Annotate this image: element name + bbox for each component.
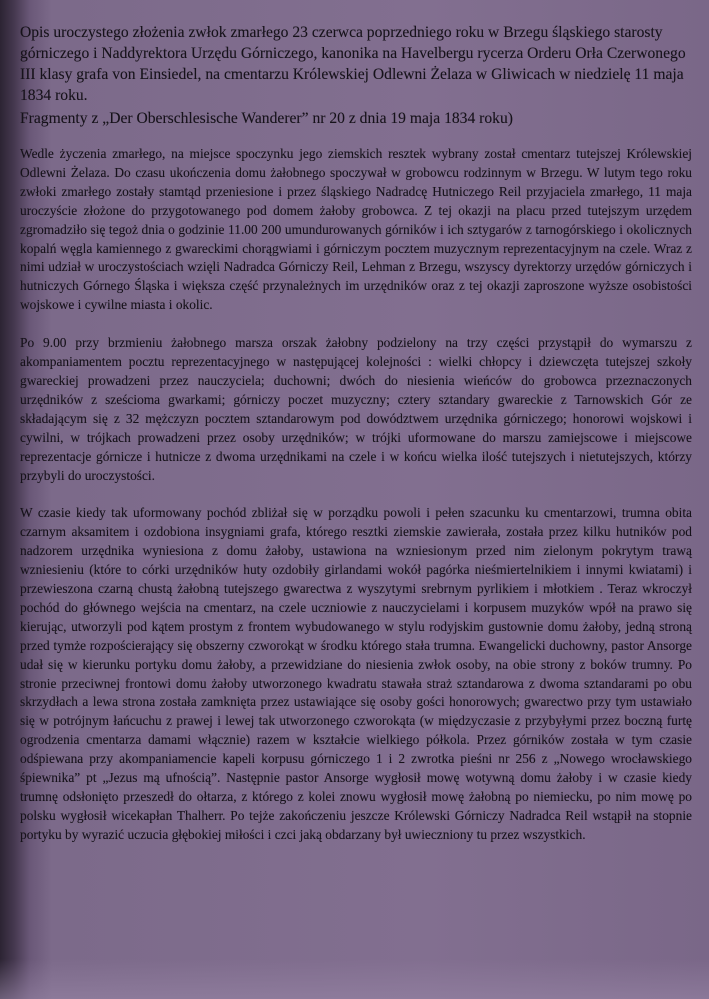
paragraph-3: W czasie kiedy tak uformowany pochód zbliżał się w porządku powoli i pełen szacunku ku cmentarzowi, trumna obita czarnym aksamitem i ozdobiona insygniami grafa, którego resztki ziemskie zawierała, została przez kilku hutników pod nadzorem urzędnika wyniesiona z domu żałoby, ustawiona na wzniesionym przed nim zielonym pokrytym trawą wzniesieniu (które to córki urzędników huty ozdobiły girlandami wokół pagórka nieśmiertelnikiem i innymi kwiatami) i przewieszona czarną chustą żałobną tutejszego gwarectwa z wyszytymi srebrnym pyrlikiem i młotkiem . Teraz wkroczył pochód do głównego wejścia na cmentarz, na czele uczniowie z nauczycielami i korpusem muzyków wpół na prawo się kierując, utworzyli pod kątem prostym z frontem wybudowanego w stylu rodyjskim gustownie domu żałoby, jedną stroną przed tymże rozpościerający się obszerny czworokąt w środku którego stała trumna. Ewangelicki duchowny, pastor Ansorge udał się w kierunku portyku domu żałoby, a przewidziane do niesienia zwłok osoby, na obie strony z boków trumny. Po stronie przeciwnej frontowi domu żałoby utworzonego kwadratu stawała straż sztandarowa z dwoma sztandarami po obu skrzydłach a lewa strona została zamknięta przez ustawiające się osoby gości honorowych; gwarectwo przy tym ustawiało się w potrójnym łańcuchu z prawej i lewej tak utworzonego czworokąta (w międzyczasie z przybyłymi przez boczną furtę ogrodzenia cmentarza damami włącznie) razem w kształcie wielkiego półkola. Przez górników została w tym czasie odśpiewana przy akompaniamencie kapeli korpusu górniczego 1 i 2 zwrotka pieśni nr 256 z „Nowego wrocławskiego śpiewnika” pt „Jezus mą ufnością”. Następnie pastor Ansorge wygłosił mowę wotywną domu żałoby i w czasie kiedy trumnę odsłonięto przeszedł do ołtarza, z którego z kolei znowu wygłosił mowę żałobną po niemiecku, po nim mowę po polsku wygłosił wicekapłan Thalherr. Po tejże zakończeniu jeszcze Królewski Górniczy Nadradca Reil wstąpił na stopnie portyku by wyrazić uczucia głębokiej miłości i czci jaką obdarzany był uwieczniony tu przez wszystkich. — [20, 505, 692, 842]
document-title: Opis uroczystego złożenia zwłok zmarłego 23 czerwca poprzedniego roku w Brzegu śląskiego starosty górniczego i Naddyrektora Urzędu Górniczego, kanonika na Havelbergu rycerza Orderu Orła Czerwonego III klasy grafa von Einsiedel, na cmentarzu Królewskiej Odlewni Żelaza w Gliwicach w niedzielę 11 maja 1834 roku. — [20, 24, 686, 104]
document-subtitle: Fragmenty z „Der Oberschlesische Wanderer” nr 20 z dnia 19 maja 1834 roku) — [20, 110, 513, 127]
page-content — [20, 22, 692, 864]
paragraph-2: Po 9.00 przy brzmieniu żałobnego marsza orszak żałobny podzielony na trzy części przystąpił do wymarszu z akompaniamentem pocztu reprezentacyjnego w następującej kolejności : wielki chłopcy i dziewczęta tutejszej szkoły gwareckiej prowadzeni przez nauczyciela; duchowni; dwóch do niesienia wieńców do grobowca przeznaczonych urzędników z sześcioma gwarkami; górniczy poczet muzyczny; cztery sztandary gwareckie z Tarnowskich Gór ze składającym się z 32 mężczyzn pocztem sztandarowym pod dowództwem urzędnika górniczego; honorowi wojskowi i cywilni, w trójkach prowadzeni przez osoby urzędników; w trójki uformowane do marszu zamiejscowe i miejscowe reprezentacje górnicze i hutnicze z dwoma urzędnikami na czele i w końcu wielka ilość tutejszych i nietutejszych, którzy przybyli do uroczystości. — [20, 335, 692, 483]
paragraph-1: Wedle życzenia zmarłego, na miejsce spoczynku jego ziemskich resztek wybrany został cmentarz tutejszej Królewskiej Odlewni Żelaza. Do czasu ukończenia domu żałobnego spoczywał w grobowcu rodzinnym w Brzegu. W lutym tego roku zwłoki zmarłego zostały stamtąd przeniesione i przez śląskiego Nadradcę Hutniczego Reil przyjaciela zmarłego, 11 maja uroczyście złożone do przygotowanego pod domem żałoby grobowca. Z tej okazji na placu przed tutejszym urzędem zgromadziło się tegoż dnia o godzinie 11.00 200 umundurowanych górników i ich sztygarów z tarnogórskiego i okolicznych kopalń węgla kamiennego z gwareckimi chorągwiami i górniczym pocztem muzycznym reprezentacyjnym na czele. Wraz z nimi udział w uroczystościach wzięli Nadradca Górniczy Reil, Lehman z Brzegu, wszyscy dyrektorzy urzędów górniczych i hutniczych Górnego Śląska i większa część przynależnych im urzędników oraz z tej okazji zaproszone wyższe osobistości wojskowe i cywilne miasta i okolic. — [20, 146, 692, 313]
